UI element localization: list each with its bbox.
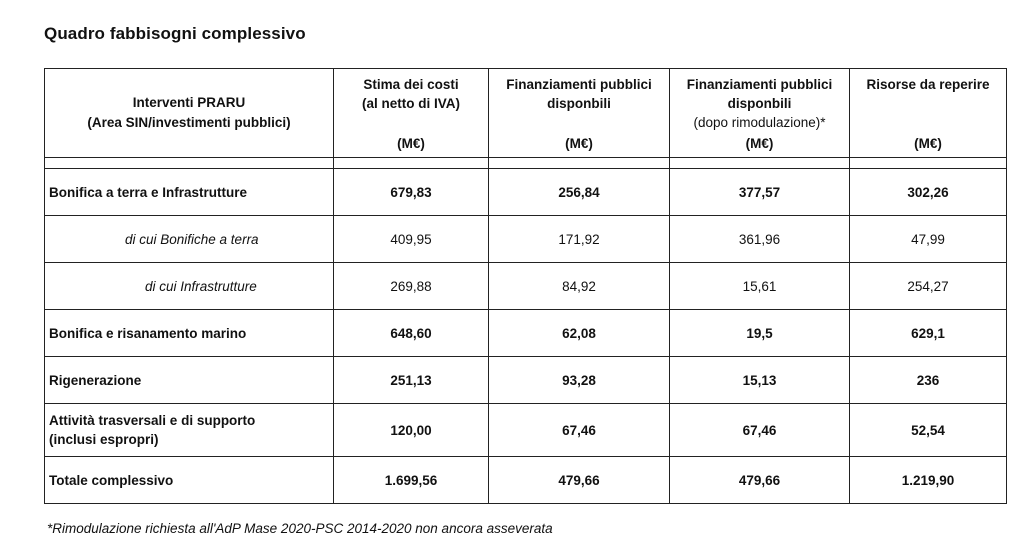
cell-resources: 236 xyxy=(850,357,1007,404)
header-public-funding-unit: (M€) xyxy=(565,136,593,151)
cell-funding-remodulated: 361,96 xyxy=(670,216,850,263)
cell-cost: 1.699,56 xyxy=(334,457,489,504)
table-row xyxy=(45,169,1007,216)
cell-funding-remodulated: 479,66 xyxy=(670,457,850,504)
cell-funding-remodulated: 15,13 xyxy=(670,357,850,404)
header-cost-estimate-line2: (al netto di IVA) xyxy=(362,96,460,111)
header-cost-estimate-line1: Stima dei costi xyxy=(363,77,459,92)
row-label-line2: (inclusi espropri) xyxy=(49,432,159,447)
table-header-row xyxy=(45,69,1007,158)
cell-funding-remodulated: 377,57 xyxy=(670,169,850,216)
cell-resources: 302,26 xyxy=(850,169,1007,216)
header-remodulated-line1: Finanziamenti pubblici xyxy=(686,77,833,92)
cell-funding-remodulated: 15,61 xyxy=(670,263,850,310)
header-public-funding-line1: Finanziamenti pubblici xyxy=(506,77,652,92)
spacer-cell xyxy=(489,158,670,169)
header-resources-line1: Risorse da reperire xyxy=(866,77,990,92)
spacer-cell xyxy=(850,158,1007,169)
table-row xyxy=(45,310,1007,357)
spacer-cell xyxy=(45,158,334,169)
header-public-funding xyxy=(489,69,670,158)
row-label: Bonifica e risanamento marino xyxy=(45,310,334,357)
table-row xyxy=(45,357,1007,404)
spacer-cell xyxy=(334,158,489,169)
header-interventions xyxy=(45,69,334,158)
spacer-row xyxy=(45,158,1007,169)
row-label-total: Totale complessivo xyxy=(45,457,334,504)
cell-cost: 409,95 xyxy=(334,216,489,263)
row-label: di cui Infrastrutture xyxy=(45,263,334,310)
table-total-row xyxy=(45,457,1007,504)
header-remodulated-unit: (M€) xyxy=(745,136,774,151)
cell-cost: 648,60 xyxy=(334,310,489,357)
header-remodulated-note: (dopo rimodulazione)* xyxy=(693,115,826,130)
cell-resources: 52,54 xyxy=(850,404,1007,457)
cell-funding: 93,28 xyxy=(489,357,670,404)
table-row xyxy=(45,404,1007,457)
header-interventions-line2: (Area SIN/investimenti pubblici) xyxy=(87,115,291,130)
cell-cost: 251,13 xyxy=(334,357,489,404)
row-label-line1: Attività trasversali e di supporto xyxy=(49,413,256,428)
cell-cost: 679,83 xyxy=(334,169,489,216)
header-cost-estimate-unit: (M€) xyxy=(397,136,425,151)
cell-funding: 62,08 xyxy=(489,310,670,357)
cell-resources: 254,27 xyxy=(850,263,1007,310)
cell-funding: 84,92 xyxy=(489,263,670,310)
header-interventions-line1: Interventi PRARU xyxy=(132,95,246,110)
header-public-funding-remodulated xyxy=(670,69,850,158)
row-label: Bonifica a terra e Infrastrutture xyxy=(45,169,334,216)
footnote: *Rimodulazione richiesta all'AdP Mase 2020-PSC 2014-2020 non ancora asseverata xyxy=(47,521,553,536)
cell-resources: 47,99 xyxy=(850,216,1007,263)
row-label: di cui Bonifiche a terra xyxy=(45,216,334,263)
header-cost-estimate xyxy=(334,69,489,158)
cell-cost: 269,88 xyxy=(334,263,489,310)
cell-resources: 629,1 xyxy=(850,310,1007,357)
cell-funding: 171,92 xyxy=(489,216,670,263)
table-row xyxy=(45,263,1007,310)
cell-resources: 1.219,90 xyxy=(850,457,1007,504)
cell-funding: 67,46 xyxy=(489,404,670,457)
cell-funding: 256,84 xyxy=(489,169,670,216)
header-resources-unit: (M€) xyxy=(914,136,942,151)
cell-funding-remodulated: 67,46 xyxy=(670,404,850,457)
requirements-table xyxy=(44,68,1007,504)
header-remodulated-line2: disponbili xyxy=(727,96,792,111)
row-label: Rigenerazione xyxy=(45,357,334,404)
header-resources-to-find xyxy=(850,69,1007,158)
row-label xyxy=(45,404,334,457)
document-title: Quadro fabbisogni complessivo xyxy=(44,24,306,43)
spacer-cell xyxy=(670,158,850,169)
cell-funding-remodulated: 19,5 xyxy=(670,310,850,357)
header-public-funding-line2: disponbili xyxy=(547,96,611,111)
cell-cost: 120,00 xyxy=(334,404,489,457)
table-row xyxy=(45,216,1007,263)
cell-funding: 479,66 xyxy=(489,457,670,504)
